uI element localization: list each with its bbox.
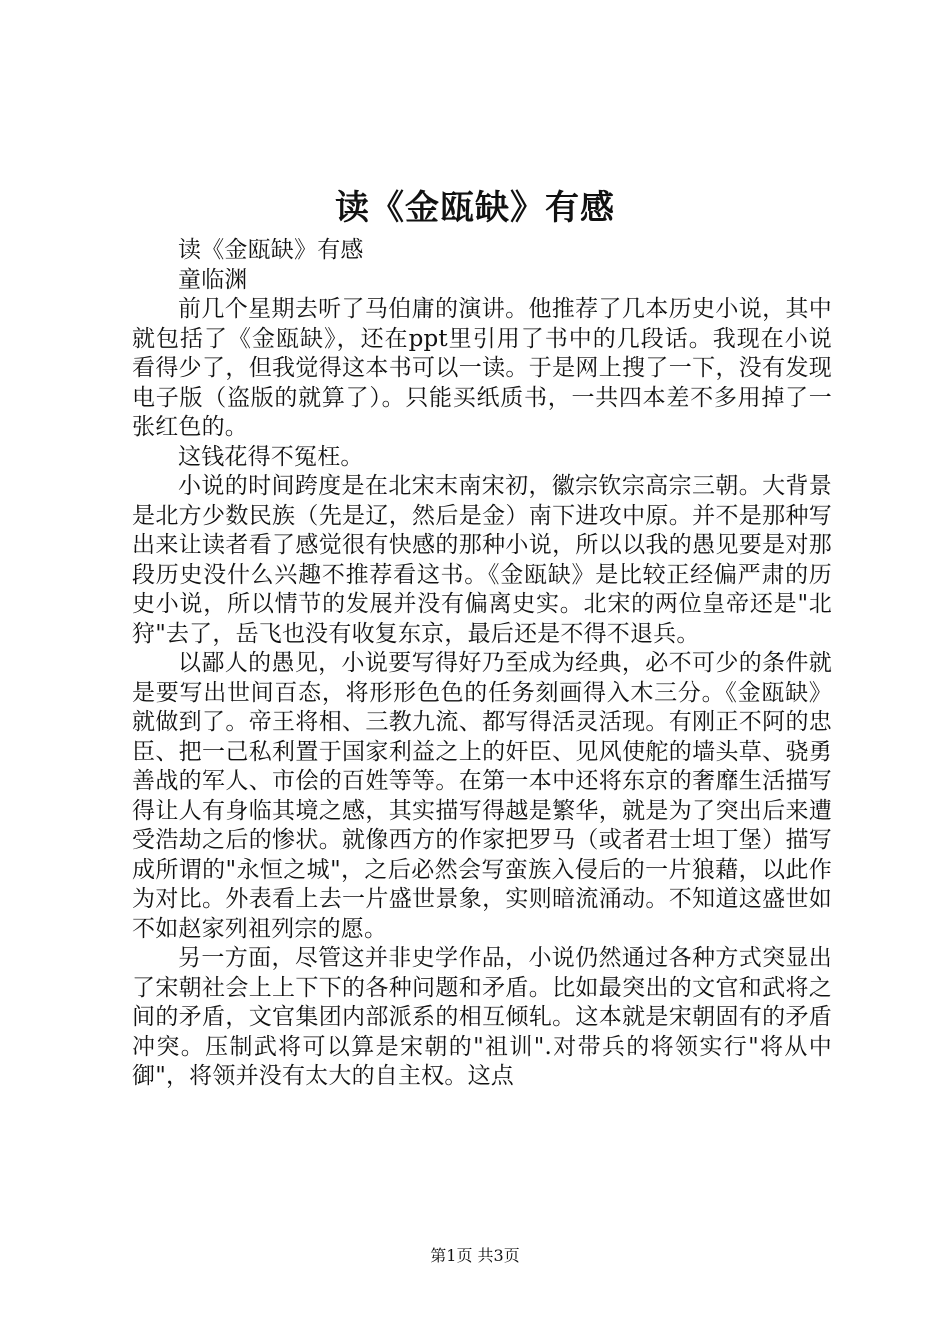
document-title: 读《金瓯缺》有感 [335, 188, 615, 228]
paragraph: 以鄙人的愚见，小说要写得好乃至成为经典，必不可少的条件就是要写出世间百态，将形形色色的任务刻画得入木三分。《金瓯缺》就做到了。帝王将相、三教九流、都写得活灵活现。有刚正不阿的忠臣、把一己私利置于国家利益之上的奸臣、见风使舵的墙头草、骁勇善战的军人、市侩的百姓等等。在第一本中还将东京的奢靡生活描写得让人有身临其境之感，其实描写得越是繁华，就是为了突出后来遭受浩劫之后的惨状。就像西方的作家把罗马（或者君士坦丁堡）描写成所谓的"永恒之城"，之后必然会写蛮族入侵后的一片狼藉，以此作为对比。外表看上去一片盛世景象，实则暗流涌动。不知道这盛世如不如赵家列祖列宗的愿。 [132, 650, 832, 942]
paragraph-author: 童临渊 [178, 266, 248, 293]
paragraph: 另一方面，尽管这并非史学作品，小说仍然通过各种方式突显出了宋朝社会上上下下的各种问题和矛盾。比如最突出的文官和武将之间的矛盾，文官集团内部派系的相互倾轧。这本就是宋朝固有的矛盾冲突。压制武将可以算是宋朝的"祖训".对带兵的将领实行"将从中御"，将领并没有太大的自主权。这点 [132, 945, 832, 1089]
paragraph-subtitle: 读《金瓯缺》有感 [178, 237, 364, 263]
page-footer: 第1页 共3页 [430, 1246, 520, 1265]
document-body [132, 236, 832, 1092]
paragraph: 前几个星期去听了马伯庸的演讲。他推荐了几本历史小说，其中就包括了《金瓯缺》，还在ppt里引用了书中的几段话。我现在小说看得少了，但我觉得这本书可以一读。于是网上搜了一下，没有发现电子版（盗版的就算了）。只能买纸质书，一共四本差不多用掉了一张红色的。 [132, 296, 832, 440]
paragraph: 这钱花得不冤枉。 [178, 443, 364, 470]
paragraph: 小说的时间跨度是在北宋末南宋初，徽宗钦宗高宗三朝。大背景是北方少数民族（先是辽，然后是金）南下进攻中原。并不是那种写出来让读者看了感觉很有快感的那种小说，所以以我的愚见要是对那段历史没什么兴趣不推荐看这书。《金瓯缺》是比较正经偏严肃的历史小说，所以情节的发展并没有偏离史实。北宋的两位皇帝还是"北狩"去了，岳飞也没有收复东京，最后还是不得不退兵。 [132, 473, 832, 647]
